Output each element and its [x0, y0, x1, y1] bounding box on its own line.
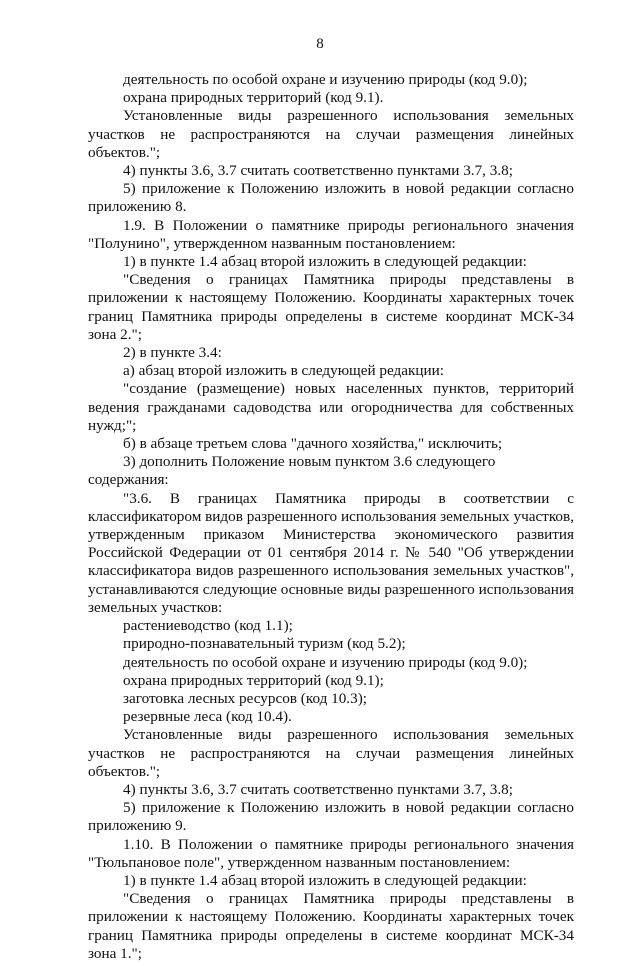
paragraph: 5) приложение к Положению изложить в новой редакции согласно приложению 9.: [88, 799, 574, 835]
list-item: резервные леса (код 10.4).: [123, 708, 292, 726]
paragraph: Установленные виды разрешенного использования земельных участков не распространяются на случаи размещения линейных объектов.";: [88, 726, 574, 780]
paragraph: охрана природных территорий (код 9.1).: [123, 89, 384, 107]
document-body: [88, 71, 574, 963]
list-item: природно-познавательный туризм (код 5.2);: [123, 635, 406, 653]
list-item: деятельность по особой охране и изучению природы (код 9.0);: [123, 653, 528, 671]
paragraph: деятельность по особой охране и изучению природы (код 9.0);: [123, 71, 528, 88]
paragraph: "Сведения о границах Памятника природы представлены в приложении к настоящему Положению. Координаты характерных точек границ Памятника природы определены в системе координат МСК-34 зона 2.";: [88, 271, 574, 343]
paragraph: Установленные виды разрешенного использования земельных участков не распространяются на случаи размещения линейных объектов.";: [88, 107, 574, 161]
paragraph: а) абзац второй изложить в следующей редакции:: [123, 362, 445, 380]
paragraph: "Сведения о границах Памятника природы представлены в приложении к настоящему Положению. Координаты характерных точек границ Памятника природы определены в системе координат МСК-34 зона 1.";: [88, 890, 574, 962]
paragraph: 3) дополнить Положение новым пунктом 3.6 следующего содержания:: [88, 453, 496, 489]
paragraph: б) в абзаце третьем слова "дачного хозяйства," исключить;: [123, 435, 503, 453]
paragraph: "создание (размещение) новых населенных пунктов, территорий ведения гражданами садоводства или огородничества для собственных нужд;";: [88, 380, 574, 434]
paragraph: 4) пункты 3.6, 3.7 считать соответственно пунктами 3.7, 3.8;: [123, 162, 513, 180]
paragraph: 5) приложение к Положению изложить в новой редакции согласно приложению 8.: [88, 180, 574, 216]
page-number: 8: [316, 36, 324, 52]
list-item: заготовка лесных ресурсов (код 10.3);: [123, 689, 367, 707]
list-item: охрана природных территорий (код 9.1);: [123, 671, 384, 689]
list-item: растениеводство (код 1.1);: [123, 617, 293, 635]
paragraph: "3.6. В границах Памятника природы в соответствии с классификатором видов разрешенного использования земельных участков, утвержденным приказом Министерства экономического развития Российской Федерации от 01 сентября 2014 г. № 540 "Об утверждении классификатора видов разрешенного использования земельных участков", устанавливаются следующие основные виды разрешенного использования земельных участков:: [88, 489, 574, 616]
paragraph: 2) в пункте 3.4:: [123, 344, 222, 362]
paragraph: 1) в пункте 1.4 абзац второй изложить в следующей редакции:: [123, 871, 527, 889]
paragraph: 4) пункты 3.6, 3.7 считать соответственно пунктами 3.7, 3.8;: [123, 780, 513, 798]
paragraph: 1.10. В Положении о памятнике природы регионального значения "Тюльпановое поле", утвержденном названным постановлением:: [88, 835, 574, 871]
paragraph: 1.9. В Положении о памятнике природы регионального значения "Полунино", утвержденном названным постановлением:: [88, 216, 574, 252]
paragraph: 1) в пункте 1.4 абзац второй изложить в следующей редакции:: [123, 253, 527, 271]
